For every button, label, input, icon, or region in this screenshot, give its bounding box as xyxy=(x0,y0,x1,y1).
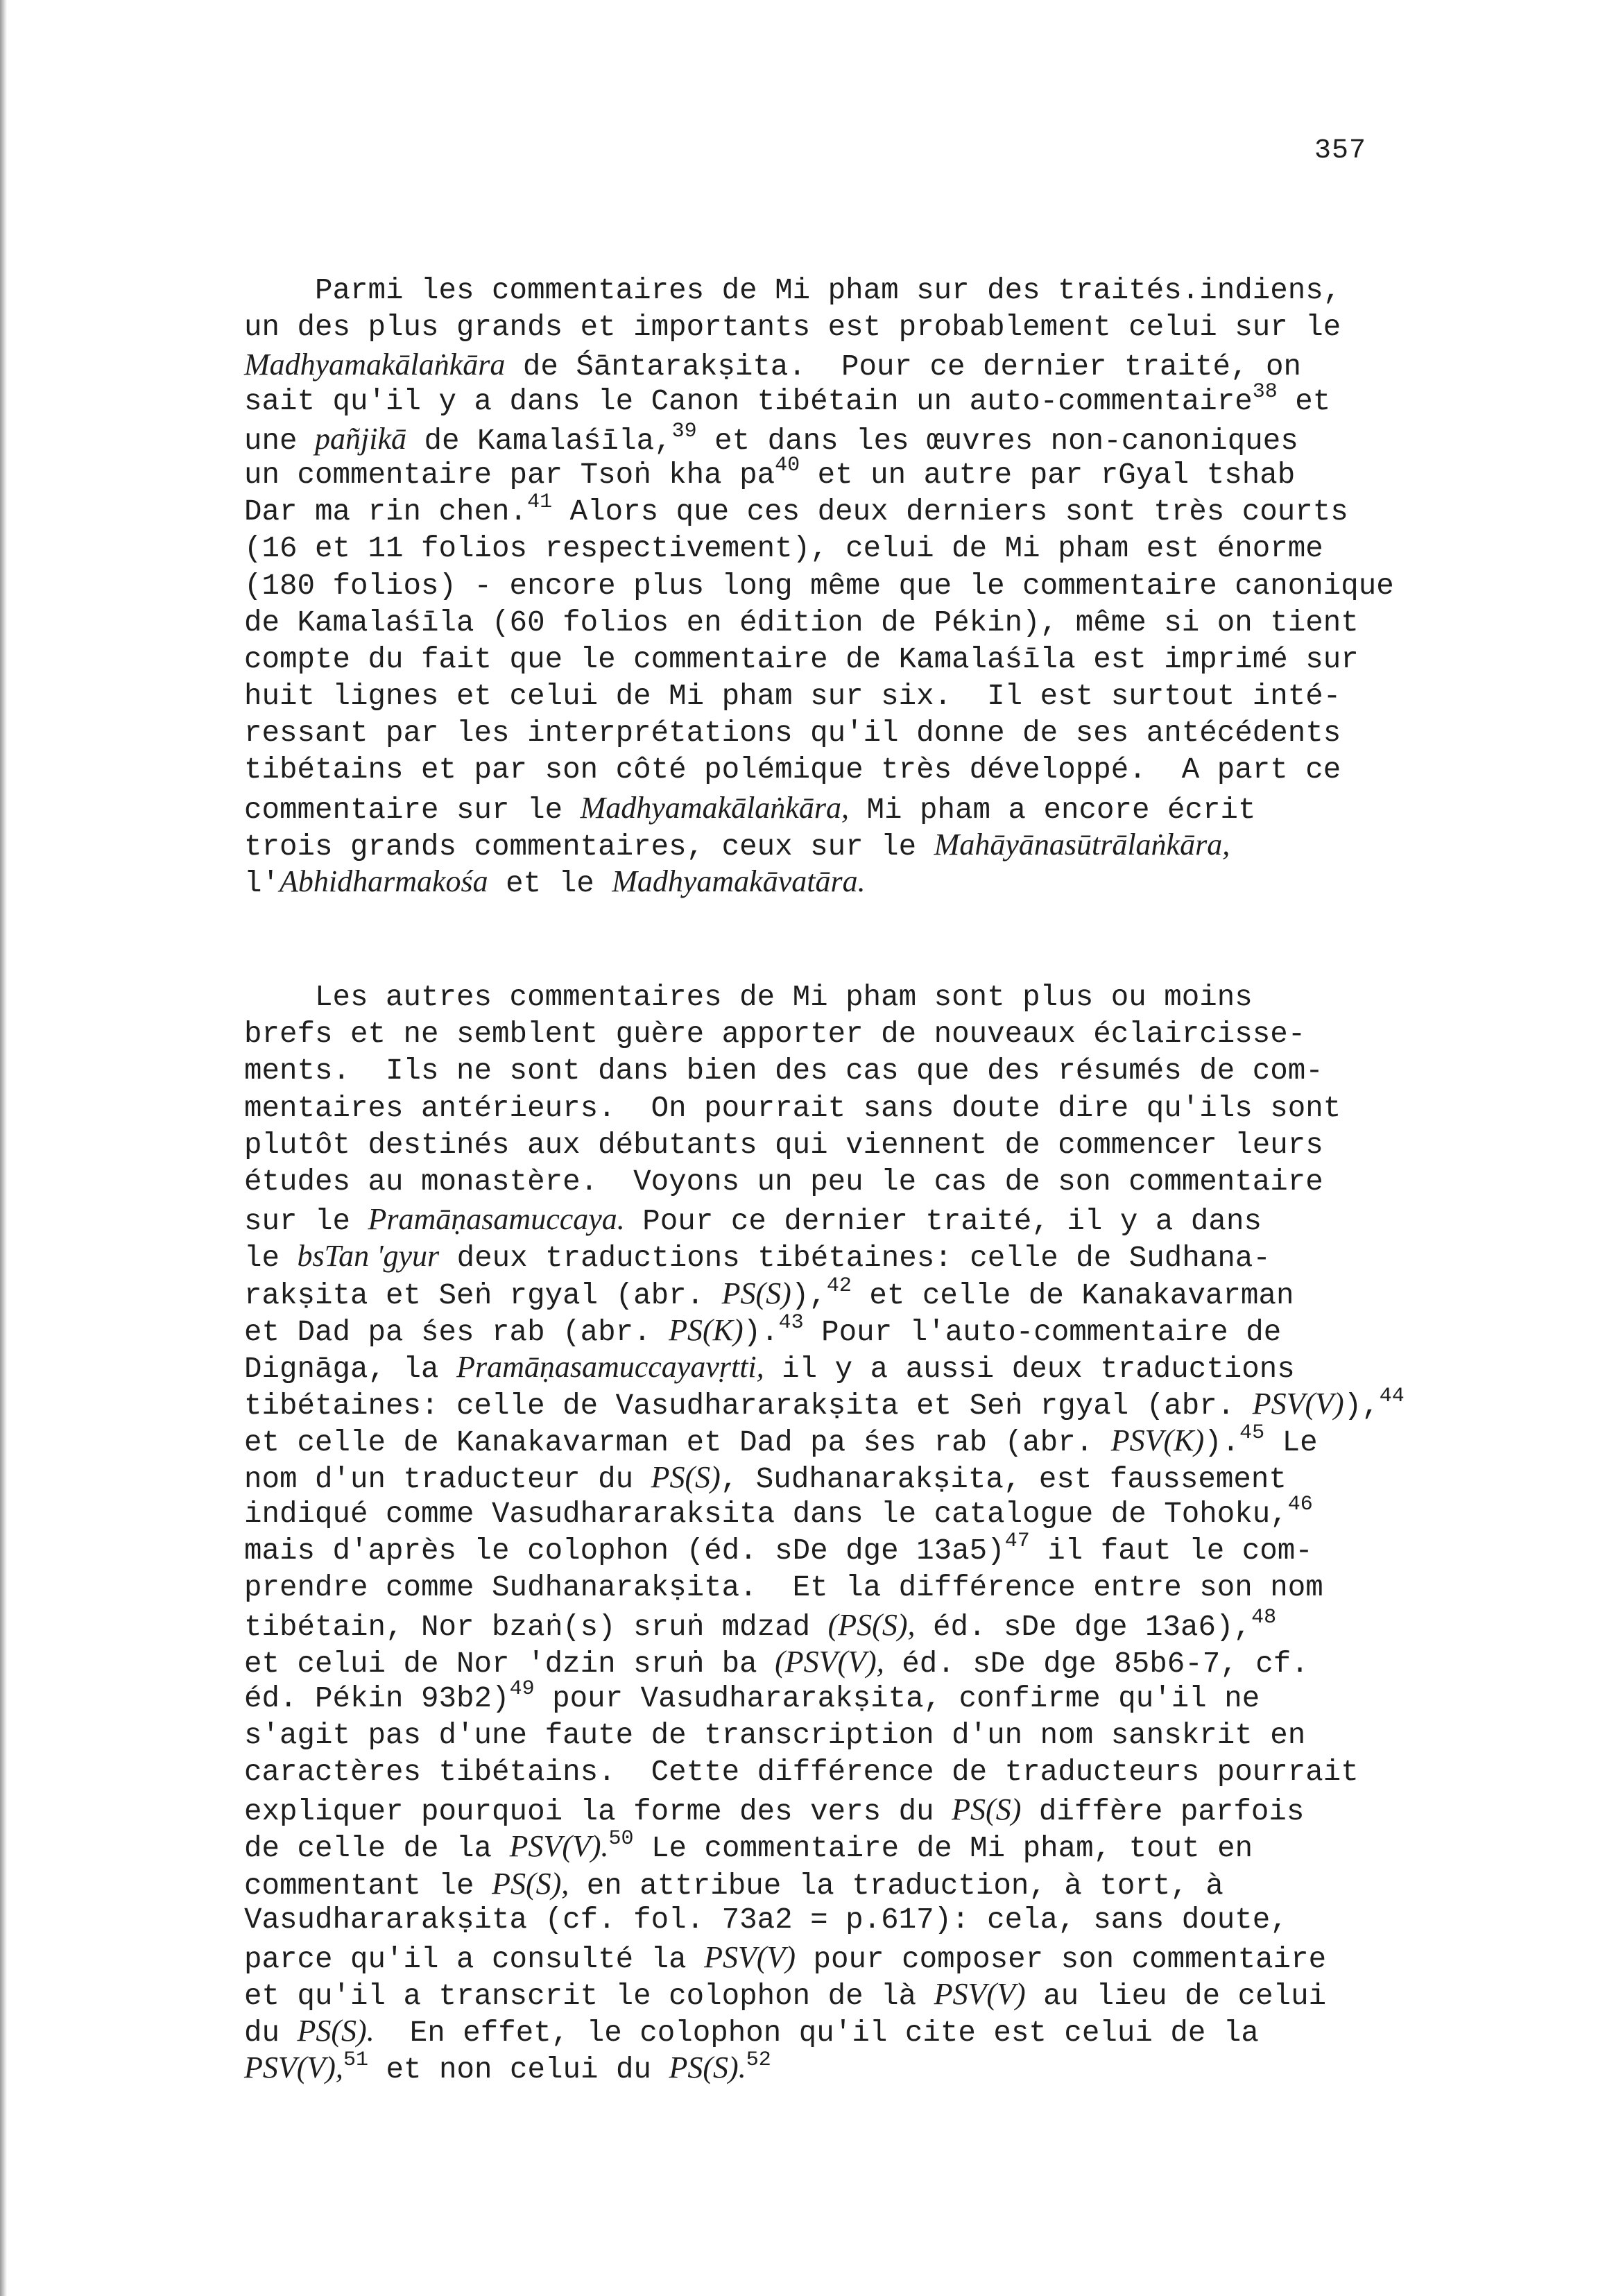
text-run: Dar ma rin chen. xyxy=(244,495,528,529)
text-line xyxy=(244,1164,1416,1201)
text-run: et celle de Kanakavarman et Dad pa śes rab (abr. xyxy=(244,1426,1111,1460)
text-run: éd. sDe dge 85b6-7, cf. xyxy=(884,1647,1309,1681)
text-run: ressant par les interprétations qu'il donne de ses antécédents xyxy=(244,717,1341,751)
footnote-ref: 40 xyxy=(775,453,800,477)
text-run: nom d'un traducteur du xyxy=(244,1463,651,1497)
text-line xyxy=(244,789,1416,826)
text-run: de celle de la xyxy=(244,1832,510,1866)
text-line xyxy=(244,1939,1416,1976)
text-run: plutôt destinés aux débutants qui viennent de commencer leurs xyxy=(244,1128,1323,1162)
text-run: ), xyxy=(1343,1389,1380,1423)
italic-title: (PS(S), xyxy=(827,1608,916,1643)
text-run: le xyxy=(244,1242,298,1276)
text-run: ). xyxy=(1204,1426,1240,1460)
text-run: pour composer son commentaire xyxy=(796,1942,1327,1976)
text-run: ). xyxy=(743,1315,779,1349)
text-run: un des plus grands et importants est probablement celui sur le xyxy=(244,311,1341,345)
italic-title: PS(S), xyxy=(492,1866,569,1901)
page-number: 357 xyxy=(1314,135,1367,166)
footnote-ref: 42 xyxy=(826,1274,852,1298)
footnote-ref: 43 xyxy=(778,1310,804,1335)
text-line xyxy=(244,1492,1416,1533)
text-run: il faut le com- xyxy=(1029,1534,1313,1568)
text-run: Parmi les commentaires de Mi pham sur des traités.indiens, xyxy=(244,274,1341,307)
text-line xyxy=(244,1717,1416,1754)
italic-title: Madhyamakāvatāra. xyxy=(612,864,866,898)
footnote-ref: 44 xyxy=(1379,1385,1405,1409)
text-line xyxy=(244,379,1416,420)
text-run: sait qu'il y a dans le Canon tibétain un auto-commentaire xyxy=(244,384,1253,418)
text-line xyxy=(244,1902,1416,1939)
text-line xyxy=(244,531,1416,567)
text-line xyxy=(244,715,1416,752)
text-run: éd. sDe dge 13a6), xyxy=(915,1611,1252,1645)
text-run: un commentaire par Tsoṅ kha pa xyxy=(244,458,775,492)
italic-title: PSV(V) xyxy=(1252,1387,1344,1421)
text-run: au lieu de celui xyxy=(1025,1980,1327,2014)
text-run: compte du fait que le commentaire de Kamalaśīla est imprimé sur xyxy=(244,642,1359,676)
text-run: en attribue la traduction, à tort, à xyxy=(569,1869,1223,1903)
text-run: mentaires antérieurs. On pourrait sans doute dire qu'ils sont xyxy=(244,1091,1341,1125)
italic-title: bsTan 'gyur xyxy=(297,1239,440,1274)
text-run: Les autres commentaires de Mi pham sont plus ou moins xyxy=(244,981,1253,1014)
footnote-ref: 46 xyxy=(1287,1492,1313,1516)
text-run: Pour l'auto-commentaire de xyxy=(803,1315,1282,1349)
text-run: tibétaines: celle de Vasudhararakṣita et Seṅ rgyal (abr. xyxy=(244,1389,1253,1423)
text-line xyxy=(244,420,1416,457)
text-run: études au monastère. Voyons un peu le cas de son commentaire xyxy=(244,1165,1323,1199)
text-line xyxy=(244,979,1416,1016)
text-run: En effet, le colophon qu'il cite est celui de la xyxy=(374,2016,1259,2050)
text-run: (180 folios) - encore plus long même que le commentaire canonique xyxy=(244,569,1394,603)
text-run: rakṣita et Seṅ rgyal (abr. xyxy=(244,1278,722,1312)
text-line xyxy=(244,309,1416,346)
text-line xyxy=(244,1275,1416,1312)
italic-title: PS(S) xyxy=(651,1460,721,1495)
text-line xyxy=(244,605,1416,642)
footnote-ref: 49 xyxy=(509,1677,535,1701)
text-line xyxy=(244,1090,1416,1127)
italic-title: PS(K) xyxy=(669,1312,744,1347)
text-run: tibétain, Nor bzaṅ(s) sruṅ mdzad xyxy=(244,1611,828,1645)
text-line xyxy=(244,678,1416,715)
paragraph-2 xyxy=(244,979,1416,2087)
text-run: Le commentaire de Mi pham, tout en xyxy=(633,1832,1253,1866)
italic-title: Madhyamakālaṅkāra xyxy=(244,348,506,382)
text-line xyxy=(244,1643,1416,1680)
text-run: pour Vasudhararakṣita, confirme qu'il ne xyxy=(534,1681,1260,1715)
text-line xyxy=(244,1237,1416,1274)
text-run: et Dad pa śes rab (abr. xyxy=(244,1315,669,1349)
text-line xyxy=(244,1570,1416,1607)
text-run: brefs et ne semblent guère apporter de nouveaux éclaircisse- xyxy=(244,1018,1306,1052)
italic-title: Madhyamakālaṅkāra, xyxy=(580,790,849,825)
text-run: parce qu'il a consulté la xyxy=(244,1942,705,1976)
footnote-ref: 50 xyxy=(608,1827,634,1851)
text-run: caractères tibétains. Cette différence de traducteurs pourrait xyxy=(244,1755,1359,1789)
footnote-ref: 51 xyxy=(343,2048,368,2073)
text-line xyxy=(244,1791,1416,1828)
text-line xyxy=(244,752,1416,789)
text-line xyxy=(244,1754,1416,1791)
footnote-ref: 38 xyxy=(1252,379,1278,404)
text-run: s'agit pas d'une faute de transcription d'un nom sanskrit en xyxy=(244,1718,1306,1752)
italic-title: PSV(V), xyxy=(244,2050,343,2085)
text-line xyxy=(244,1677,1416,1717)
italic-title: Pramāṇasamuccaya. xyxy=(368,1202,625,1237)
italic-title: PS(S) xyxy=(952,1792,1022,1827)
footnote-ref: 39 xyxy=(671,419,697,443)
text-line xyxy=(244,568,1416,605)
text-line xyxy=(244,1422,1416,1459)
text-line xyxy=(244,1607,1416,1643)
text-line xyxy=(244,1201,1416,1237)
text-run: commentant le xyxy=(244,1869,492,1903)
text-run: Mi pham a encore écrit xyxy=(848,793,1256,827)
italic-title: PS(S). xyxy=(669,2050,746,2085)
text-run: Pour ce dernier traité, il y a dans xyxy=(624,1205,1262,1239)
text-line xyxy=(244,2049,1416,2086)
text-run: prendre comme Sudhanarakṣita. Et la différence entre son nom xyxy=(244,1571,1323,1604)
text-run: trois grands commentaires, ceux sur le xyxy=(244,830,934,864)
text-run: de Śāntarakṣita. Pour ce dernier traité, on xyxy=(505,350,1302,384)
page-edge-shadow xyxy=(0,0,7,2296)
text-run: Le xyxy=(1264,1426,1318,1460)
footnote-ref: 45 xyxy=(1239,1421,1265,1446)
text-run: , Sudhanarakṣita, est faussement xyxy=(720,1463,1287,1497)
text-run: il y a aussi deux traductions xyxy=(764,1352,1295,1386)
text-line xyxy=(244,2012,1416,2049)
text-line xyxy=(244,1016,1416,1053)
text-run: et xyxy=(1277,384,1331,418)
footnote-ref: 47 xyxy=(1004,1529,1030,1553)
text-run: et le xyxy=(488,867,612,900)
text-line xyxy=(244,1053,1416,1090)
text-run: et qu'il a transcrit le colophon de là xyxy=(244,1980,934,2014)
text-run: ), xyxy=(791,1278,827,1312)
footnote-ref: 48 xyxy=(1251,1606,1277,1630)
paragraph-1 xyxy=(244,273,1416,900)
text-line xyxy=(244,490,1416,531)
text-line xyxy=(244,346,1416,383)
text-run: et non celui du xyxy=(368,2053,669,2087)
text-line xyxy=(244,453,1416,494)
italic-title: PS(S) xyxy=(721,1276,791,1310)
text-run: expliquer pourquoi la forme des vers du xyxy=(244,1795,952,1829)
text-run: commentaire sur le xyxy=(244,793,581,827)
text-line xyxy=(244,1529,1416,1570)
italic-title: Abhidharmakośa xyxy=(280,864,488,898)
text-line xyxy=(244,1348,1416,1385)
text-run: diffère parfois xyxy=(1021,1795,1305,1829)
italic-title: pañjikā xyxy=(315,421,407,456)
text-run: Alors que ces deux derniers sont très courts xyxy=(552,495,1348,529)
text-line xyxy=(244,642,1416,678)
text-run: sur le xyxy=(244,1205,368,1239)
footnote-ref: 52 xyxy=(746,2048,771,2073)
text-run: du xyxy=(244,2016,298,2050)
text-line xyxy=(244,1828,1416,1865)
text-line xyxy=(244,1127,1416,1164)
text-run: indiqué comme Vasudhararaksita dans le catalogue de Tohoku, xyxy=(244,1497,1288,1531)
text-run: Dignāga, la xyxy=(244,1352,457,1386)
text-run: et dans les œuvres non-canoniques xyxy=(696,424,1298,458)
text-run: deux traductions tibétaines: celle de Sudhana- xyxy=(439,1242,1271,1276)
text-line xyxy=(244,1385,1416,1422)
italic-title: PSV(V). xyxy=(509,1829,609,1864)
text-run: tibétains et par son côté polémique très développé. A part ce xyxy=(244,753,1341,787)
italic-title: (PSV(V), xyxy=(775,1645,884,1679)
text-line xyxy=(244,1865,1416,1902)
text-run: huit lignes et celui de Mi pham sur six. Il est surtout inté- xyxy=(244,680,1341,714)
text-run: une xyxy=(244,424,316,458)
text-line xyxy=(244,826,1416,863)
text-run: mais d'après le colophon (éd. sDe dge 13a5) xyxy=(244,1534,1005,1568)
text-run: éd. Pékin 93b2) xyxy=(244,1681,510,1715)
text-run: l' xyxy=(244,867,280,900)
text-line xyxy=(244,863,1416,900)
text-run: ments. Ils ne sont dans bien des cas que des résumés de com- xyxy=(244,1054,1323,1088)
text-line xyxy=(244,1976,1416,2012)
footnote-ref: 41 xyxy=(527,490,553,515)
text-line xyxy=(244,273,1416,309)
text-run: de Kamalaśīla, xyxy=(406,424,672,458)
text-run: et celle de Kanakavarman xyxy=(851,1278,1294,1312)
text-run: Vasudhararakṣita (cf. fol. 73a2 = p.617): cela, sans doute, xyxy=(244,1903,1288,1937)
italic-title: Pramāṇasamuccayavṛtti, xyxy=(456,1349,764,1384)
text-run: de Kamalaśīla (60 folios en édition de Pékin), même si on tient xyxy=(244,606,1359,640)
italic-title: Mahāyānasūtrālaṅkāra, xyxy=(934,827,1230,862)
italic-title: PS(S). xyxy=(297,2014,375,2048)
text-line xyxy=(244,1459,1416,1496)
italic-title: PSV(K) xyxy=(1110,1423,1205,1458)
text-run: (16 et 11 folios respectivement), celui de Mi pham est énorme xyxy=(244,532,1323,566)
italic-title: PSV(V) xyxy=(704,1939,796,1974)
italic-title: PSV(V) xyxy=(934,1977,1026,2012)
text-run: et un autre par rGyal tshab xyxy=(800,458,1296,492)
text-run: et celui de Nor 'dzin sruṅ ba xyxy=(244,1647,775,1681)
text-line xyxy=(244,1312,1416,1348)
